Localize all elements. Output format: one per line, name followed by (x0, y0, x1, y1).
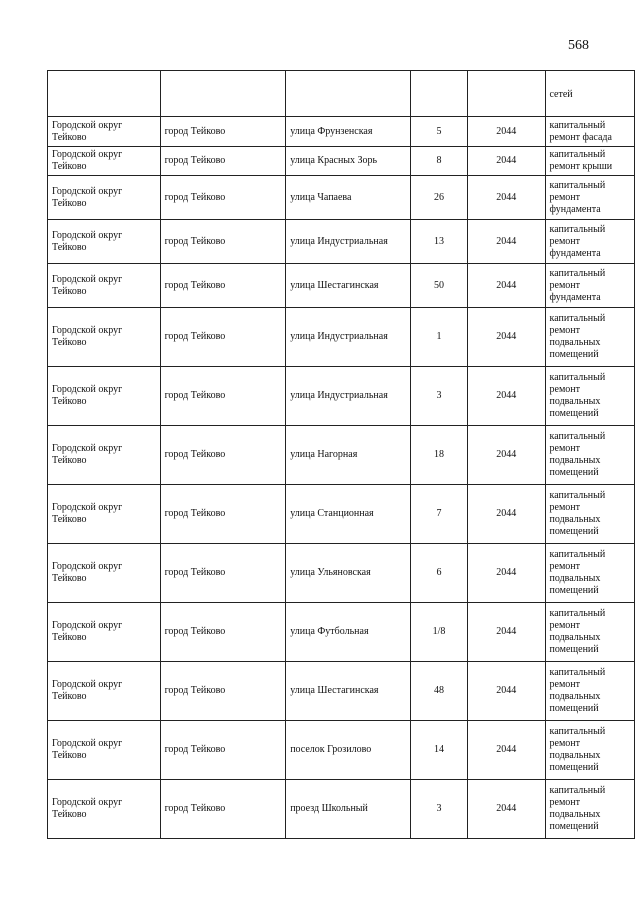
cell-municipality: Городской округ Тейково (48, 367, 161, 426)
cell-house: 6 (410, 544, 467, 603)
table-row (48, 544, 635, 603)
cell-municipality (48, 71, 161, 117)
cell-municipality: Городской округ Тейково (48, 485, 161, 544)
cell-year: 2044 (468, 367, 545, 426)
cell-house: 48 (410, 662, 467, 721)
cell-work-type: капитальный ремонт подвальных помещений (545, 662, 635, 721)
cell-house: 3 (410, 780, 467, 839)
table-row (48, 662, 635, 721)
table-row (48, 176, 635, 220)
table-row (48, 117, 635, 147)
cell-settlement: город Тейково (160, 220, 286, 264)
cell-house: 1/8 (410, 603, 467, 662)
cell-house: 5 (410, 117, 467, 147)
cell-work-type: капитальный ремонт фундамента (545, 176, 635, 220)
cell-settlement: город Тейково (160, 485, 286, 544)
table-row (48, 147, 635, 176)
cell-year: 2044 (468, 426, 545, 485)
cell-house: 50 (410, 264, 467, 308)
cell-work-type: капитальный ремонт подвальных помещений (545, 367, 635, 426)
continuation-row (48, 71, 635, 117)
cell-year: 2044 (468, 176, 545, 220)
cell-year: 2044 (468, 220, 545, 264)
cell-work-type: капитальный ремонт подвальных помещений (545, 780, 635, 839)
cell-street: улица Индустриальная (286, 367, 411, 426)
cell-house: 8 (410, 147, 467, 176)
cell-year: 2044 (468, 485, 545, 544)
cell-settlement: город Тейково (160, 264, 286, 308)
cell-municipality: Городской округ Тейково (48, 220, 161, 264)
cell-year: 2044 (468, 147, 545, 176)
cell-settlement: город Тейково (160, 544, 286, 603)
cell-house: 18 (410, 426, 467, 485)
cell-settlement: город Тейково (160, 662, 286, 721)
cell-street: улица Шестагинская (286, 662, 411, 721)
cell-street: поселок Грозилово (286, 721, 411, 780)
table-row (48, 780, 635, 839)
cell-settlement: город Тейково (160, 780, 286, 839)
cell-street (286, 71, 411, 117)
cell-house: 26 (410, 176, 467, 220)
cell-street: улица Красных Зорь (286, 147, 411, 176)
cell-settlement: город Тейково (160, 721, 286, 780)
cell-street: улица Футбольная (286, 603, 411, 662)
cell-work-type: капитальный ремонт подвальных помещений (545, 603, 635, 662)
cell-house: 13 (410, 220, 467, 264)
table-row (48, 485, 635, 544)
cell-street: улица Нагорная (286, 426, 411, 485)
cell-year: 2044 (468, 264, 545, 308)
cell-street: улица Станционная (286, 485, 411, 544)
cell-municipality: Городской округ Тейково (48, 176, 161, 220)
cell-street: улица Шестагинская (286, 264, 411, 308)
cell-year: 2044 (468, 544, 545, 603)
registry-table (47, 70, 635, 839)
cell-year: 2044 (468, 117, 545, 147)
cell-settlement: город Тейково (160, 147, 286, 176)
cell-settlement: город Тейково (160, 603, 286, 662)
cell-municipality: Городской округ Тейково (48, 544, 161, 603)
cell-year: 2044 (468, 308, 545, 367)
cell-work-type: капитальный ремонт фасада (545, 117, 635, 147)
cell-house: 14 (410, 721, 467, 780)
cell-year: 2044 (468, 780, 545, 839)
table-row (48, 367, 635, 426)
cell-municipality: Городской округ Тейково (48, 721, 161, 780)
cell-year: 2044 (468, 721, 545, 780)
cell-settlement: город Тейково (160, 367, 286, 426)
cell-settlement: город Тейково (160, 308, 286, 367)
cell-work-type: капитальный ремонт подвальных помещений (545, 721, 635, 780)
cell-work-type: сетей (545, 71, 635, 117)
cell-work-type: капитальный ремонт подвальных помещений (545, 485, 635, 544)
cell-municipality: Городской округ Тейково (48, 117, 161, 147)
cell-street: улица Фрунзенская (286, 117, 411, 147)
cell-settlement: город Тейково (160, 117, 286, 147)
cell-street: улица Индустриальная (286, 308, 411, 367)
cell-work-type: капитальный ремонт фундамента (545, 264, 635, 308)
table-row (48, 264, 635, 308)
table-row (48, 721, 635, 780)
cell-work-type: капитальный ремонт фундамента (545, 220, 635, 264)
cell-year: 2044 (468, 662, 545, 721)
cell-street: улица Индустриальная (286, 220, 411, 264)
table-row (48, 603, 635, 662)
cell-house: 7 (410, 485, 467, 544)
cell-municipality: Городской округ Тейково (48, 264, 161, 308)
cell-settlement: город Тейково (160, 176, 286, 220)
table-row (48, 308, 635, 367)
cell-work-type: капитальный ремонт подвальных помещений (545, 426, 635, 485)
cell-street: проезд Школьный (286, 780, 411, 839)
cell-municipality: Городской округ Тейково (48, 147, 161, 176)
cell-municipality: Городской округ Тейково (48, 662, 161, 721)
cell-street: улица Ульяновская (286, 544, 411, 603)
cell-settlement (160, 71, 286, 117)
table-row (48, 426, 635, 485)
cell-house (410, 71, 467, 117)
cell-year: 2044 (468, 603, 545, 662)
cell-municipality: Городской округ Тейково (48, 780, 161, 839)
cell-municipality: Городской округ Тейково (48, 603, 161, 662)
cell-municipality: Городской округ Тейково (48, 426, 161, 485)
cell-work-type: капитальный ремонт подвальных помещений (545, 544, 635, 603)
cell-settlement: город Тейково (160, 426, 286, 485)
page-number: 568 (568, 38, 589, 53)
table-row (48, 220, 635, 264)
cell-house: 1 (410, 308, 467, 367)
cell-year (468, 71, 545, 117)
cell-municipality: Городской округ Тейково (48, 308, 161, 367)
cell-house: 3 (410, 367, 467, 426)
cell-work-type: капитальный ремонт крыши (545, 147, 635, 176)
cell-street: улица Чапаева (286, 176, 411, 220)
cell-work-type: капитальный ремонт подвальных помещений (545, 308, 635, 367)
